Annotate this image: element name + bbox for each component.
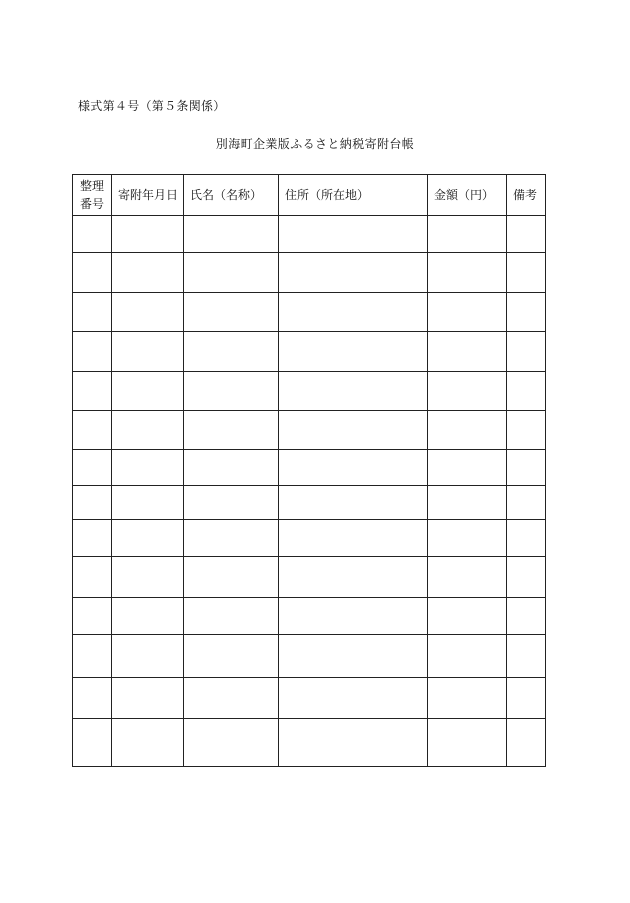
cell-address [279, 557, 428, 598]
cell-serial-number [73, 293, 112, 332]
header-serial-number-line2: 番号 [80, 197, 105, 211]
header-address: 住所（所在地） [279, 175, 428, 216]
cell-donation-date [112, 253, 184, 293]
cell-serial-number [73, 253, 112, 293]
cell-donation-date [112, 719, 184, 767]
cell-donation-date [112, 678, 184, 719]
cell-donation-date [112, 598, 184, 635]
cell-name [184, 486, 279, 520]
cell-amount [428, 520, 507, 557]
cell-remarks [507, 486, 546, 520]
header-remarks: 備考 [507, 175, 546, 216]
table-row [73, 372, 546, 411]
cell-address [279, 520, 428, 557]
cell-amount [428, 635, 507, 678]
cell-address [279, 719, 428, 767]
cell-serial-number [73, 557, 112, 598]
table-row [73, 486, 546, 520]
cell-address [279, 635, 428, 678]
cell-address [279, 486, 428, 520]
cell-remarks [507, 678, 546, 719]
table-row [73, 719, 546, 767]
cell-donation-date [112, 216, 184, 253]
cell-name [184, 598, 279, 635]
cell-serial-number [73, 598, 112, 635]
table-row [73, 635, 546, 678]
cell-name [184, 520, 279, 557]
header-serial-number [73, 175, 112, 216]
cell-remarks [507, 719, 546, 767]
cell-remarks [507, 293, 546, 332]
cell-address [279, 598, 428, 635]
cell-amount [428, 678, 507, 719]
cell-amount [428, 719, 507, 767]
cell-donation-date [112, 486, 184, 520]
cell-amount [428, 253, 507, 293]
cell-remarks [507, 253, 546, 293]
cell-remarks [507, 411, 546, 450]
cell-remarks [507, 372, 546, 411]
cell-serial-number [73, 635, 112, 678]
table-header-row [73, 175, 546, 216]
cell-donation-date [112, 557, 184, 598]
cell-amount [428, 332, 507, 372]
cell-donation-date [112, 372, 184, 411]
table-row [73, 520, 546, 557]
cell-remarks [507, 557, 546, 598]
table-row [73, 332, 546, 372]
cell-serial-number [73, 719, 112, 767]
cell-name [184, 411, 279, 450]
cell-donation-date [112, 411, 184, 450]
table-row [73, 411, 546, 450]
cell-name [184, 557, 279, 598]
cell-remarks [507, 216, 546, 253]
cell-serial-number [73, 520, 112, 557]
cell-address [279, 332, 428, 372]
cell-address [279, 678, 428, 719]
cell-donation-date [112, 635, 184, 678]
cell-address [279, 216, 428, 253]
cell-amount [428, 557, 507, 598]
cell-name [184, 635, 279, 678]
cell-name [184, 253, 279, 293]
table-row [73, 450, 546, 486]
cell-amount [428, 411, 507, 450]
header-serial-number-line1: 整理 [80, 179, 105, 193]
cell-remarks [507, 635, 546, 678]
cell-serial-number [73, 216, 112, 253]
cell-name [184, 678, 279, 719]
table-row [73, 293, 546, 332]
cell-serial-number [73, 486, 112, 520]
cell-name [184, 216, 279, 253]
form-number: 様式第４号（第５条関係） [78, 99, 226, 113]
header-amount: 金額（円） [428, 175, 507, 216]
cell-name [184, 293, 279, 332]
cell-serial-number [73, 678, 112, 719]
cell-remarks [507, 332, 546, 372]
cell-amount [428, 450, 507, 486]
header-donation-date: 寄附年月日 [112, 175, 184, 216]
cell-amount [428, 293, 507, 332]
cell-donation-date [112, 293, 184, 332]
cell-serial-number [73, 332, 112, 372]
table-row [73, 678, 546, 719]
cell-remarks [507, 520, 546, 557]
table-row [73, 598, 546, 635]
cell-name [184, 372, 279, 411]
cell-serial-number [73, 372, 112, 411]
cell-serial-number [73, 411, 112, 450]
cell-address [279, 372, 428, 411]
cell-remarks [507, 450, 546, 486]
header-name: 氏名（名称） [184, 175, 279, 216]
cell-address [279, 253, 428, 293]
cell-amount [428, 372, 507, 411]
cell-name [184, 450, 279, 486]
cell-address [279, 411, 428, 450]
cell-address [279, 293, 428, 332]
cell-donation-date [112, 520, 184, 557]
cell-remarks [507, 598, 546, 635]
cell-name [184, 719, 279, 767]
cell-serial-number [73, 450, 112, 486]
cell-amount [428, 486, 507, 520]
cell-name [184, 332, 279, 372]
cell-donation-date [112, 450, 184, 486]
cell-address [279, 450, 428, 486]
cell-amount [428, 598, 507, 635]
cell-donation-date [112, 332, 184, 372]
ledger-body [73, 216, 546, 767]
cell-amount [428, 216, 507, 253]
table-row [73, 216, 546, 253]
table-row [73, 557, 546, 598]
donation-ledger-table [72, 174, 546, 767]
table-row [73, 253, 546, 293]
document-title: 別海町企業版ふるさと納税寄附台帳 [215, 137, 415, 151]
